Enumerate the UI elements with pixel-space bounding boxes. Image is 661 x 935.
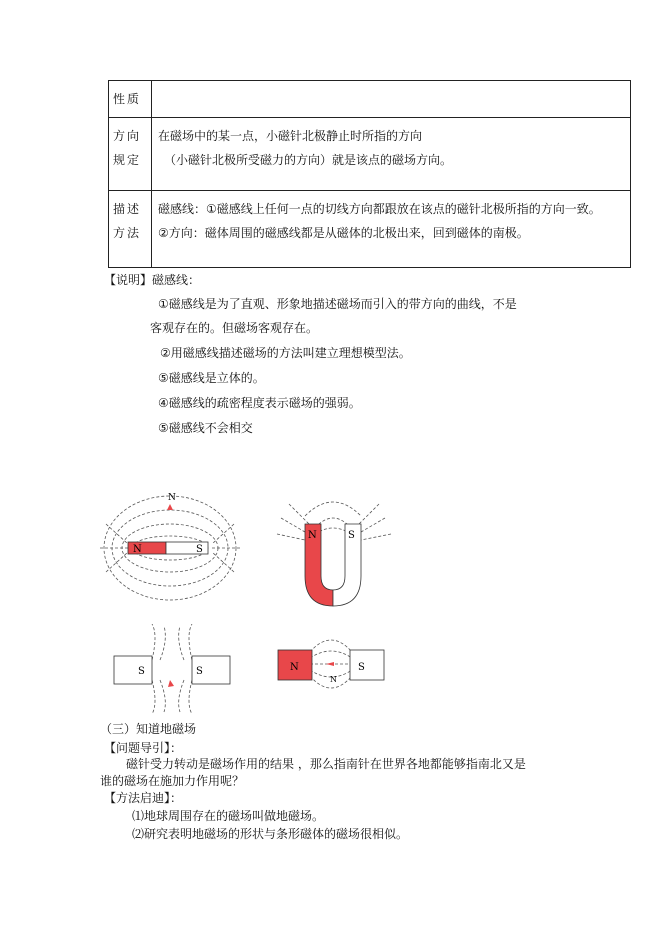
south-pole-label: S — [358, 662, 365, 673]
needle-north-label: N — [330, 675, 337, 684]
north-pole-label: N — [133, 544, 142, 555]
table-row — [109, 191, 631, 268]
note-heading: 【说明】磁感线： — [104, 273, 201, 287]
guide-line: 谁的磁场在施加力作用呢？ — [100, 774, 245, 788]
method-heading: 【方法启迪】： — [104, 791, 183, 805]
ss-magnet-pair-figure — [112, 624, 232, 714]
note-item: ⑤磁感线是立体的。 — [158, 371, 265, 385]
guide-line: 磁针受力转动是磁场作用的结果 ，那么指南针在世界各地都能够指南北又是 — [126, 757, 526, 771]
table-row — [109, 118, 631, 191]
bar-magnet-figure — [100, 486, 240, 606]
row-content — [152, 118, 631, 191]
method-item: ⑵研究表明地磁场的形状与条形磁体的磁场很相似。 — [132, 827, 409, 841]
row-header: 描述方法 — [109, 191, 152, 268]
content-line: 在磁场中的某一点，小磁针北极静止时所指的方向 — [158, 129, 423, 143]
horseshoe-magnet-figure — [275, 488, 395, 608]
guide-heading: 【问题导引】： — [104, 741, 183, 755]
south-pole-label: S — [138, 666, 145, 677]
south-pole-label: S — [348, 530, 355, 541]
note-item: ①磁感线是为了直观、形象地描述磁场而引入的带方向的曲线，不是 — [158, 297, 517, 311]
row-header: 方向规定 — [109, 118, 152, 191]
note-item: ⑤磁感线不会相交 — [158, 421, 253, 435]
section-title: （三）知道地磁场 — [100, 722, 197, 736]
note-item: ②用磁感线描述磁场的方法叫建立理想模型法。 — [160, 346, 411, 360]
south-pole-label: S — [196, 544, 203, 555]
north-pole-label: N — [290, 662, 299, 673]
compass-north-label: N — [168, 493, 176, 503]
table-row — [109, 81, 631, 118]
south-pole-label: S — [196, 666, 203, 677]
north-pole-label: N — [308, 530, 317, 541]
row-header: 性质 — [109, 81, 152, 118]
note-item: ④磁感线的疏密程度表示磁场的强弱。 — [158, 396, 361, 410]
content-line: ②方向：磁体周围的磁感线都是从磁体的北极出来，回到磁体的南极。 — [158, 226, 529, 240]
method-item: ⑴地球周围存在的磁场叫做地磁场。 — [132, 809, 325, 823]
content-line: （小磁针北极所受磁力的方向）就是该点的磁场方向。 — [164, 153, 453, 167]
ns-magnet-pair-figure — [276, 624, 386, 714]
note-item: 客观存在的。但磁场客观存在。 — [150, 321, 319, 335]
row-content — [152, 81, 631, 118]
magnetic-field-table — [108, 80, 631, 268]
content-line: 磁感线：①磁感线上任何一点的切线方向都跟放在该点的磁针北极所指的方向一致。 — [158, 202, 601, 216]
row-content — [152, 191, 631, 268]
